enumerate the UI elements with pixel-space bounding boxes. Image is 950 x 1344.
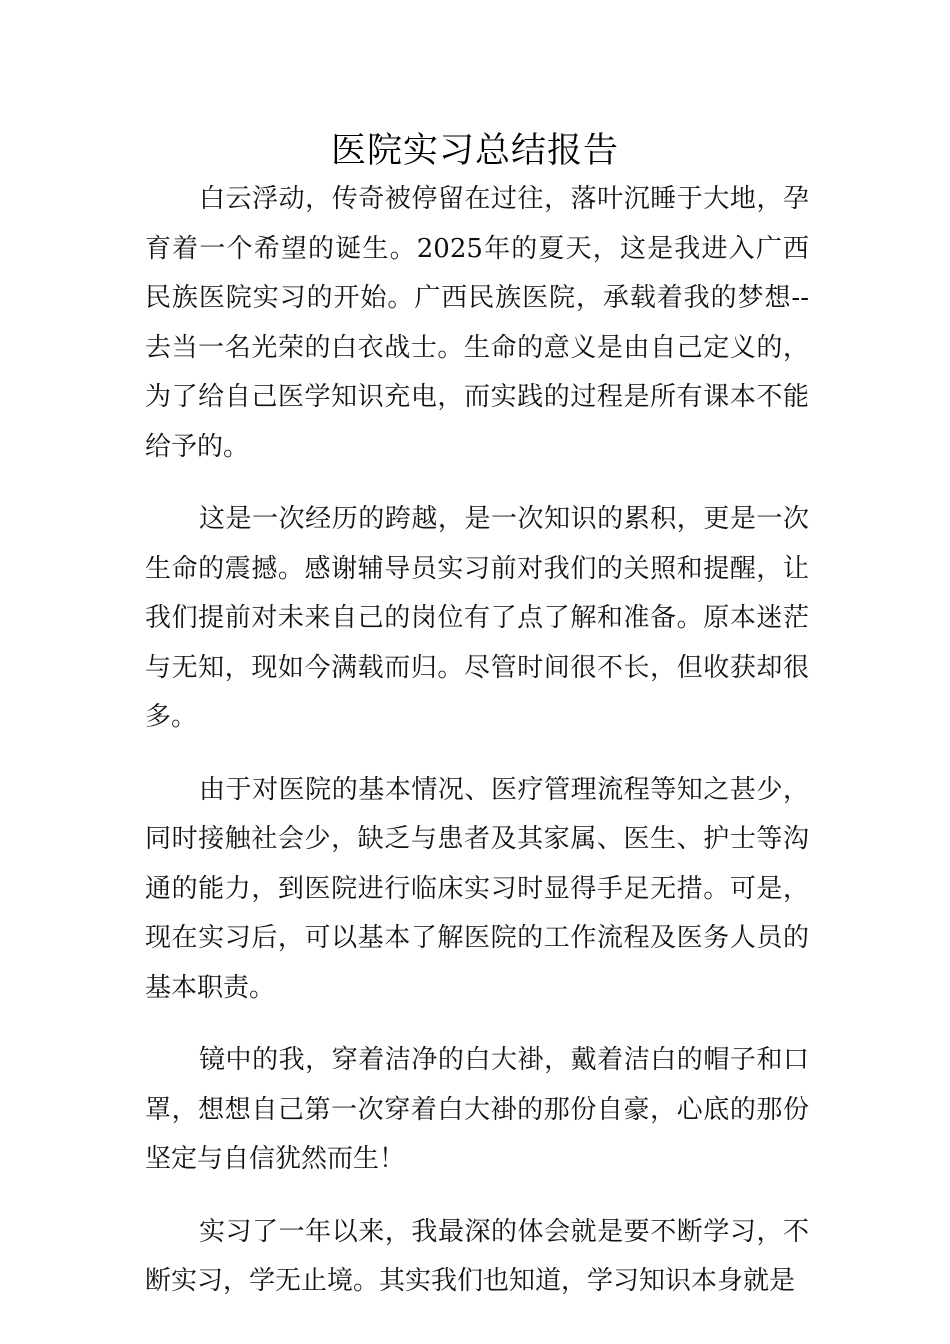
paragraph-4: 镜中的我，穿着洁净的白大褂，戴着洁白的帽子和口罩，想想自己第一次穿着白大褂的那份自豪，心底的那份坚定与自信犹然而生！	[145, 1045, 809, 1174]
paragraph-2: 这是一次经历的跨越，是一次知识的累积，更是一次生命的震撼。感谢辅导员实习前对我们的关照和提醒，让我们提前对未来自己的岗位有了点了解和准备。原本迷茫与无知，现如今满载而归。尽管时间很不长，但收获却很多。	[145, 504, 809, 732]
document-body	[145, 175, 809, 1330]
paragraph-5: 实习了一年以来，我最深的体会就是要不断学习，不断实习，学无止境。其实我们也知道，学习知识本身就是	[145, 1216, 809, 1296]
paragraph-3: 由于对医院的基本情况、医疗管理流程等知之甚少，同时接触社会少，缺乏与患者及其家属、医生、护士等沟通的能力，到医院进行临床实习时显得手足无措。可是，现在实习后，可以基本了解医院的工作流程及医务人员的基本职责。	[145, 774, 809, 1003]
document-title: 医院实习总结报告	[330, 131, 619, 171]
paragraph-1: 白云浮动，传奇被停留在过往，落叶沉睡于大地，孕育着一个希望的诞生。2025年的夏天，这是我进入广西民族医院实习的开始。广西民族医院，承载着我的梦想--去当一名光荣的白衣战士。生命的意义是由自己定义的，为了给自己医学知识充电，而实践的过程是所有课本不能给予的。	[145, 184, 809, 462]
